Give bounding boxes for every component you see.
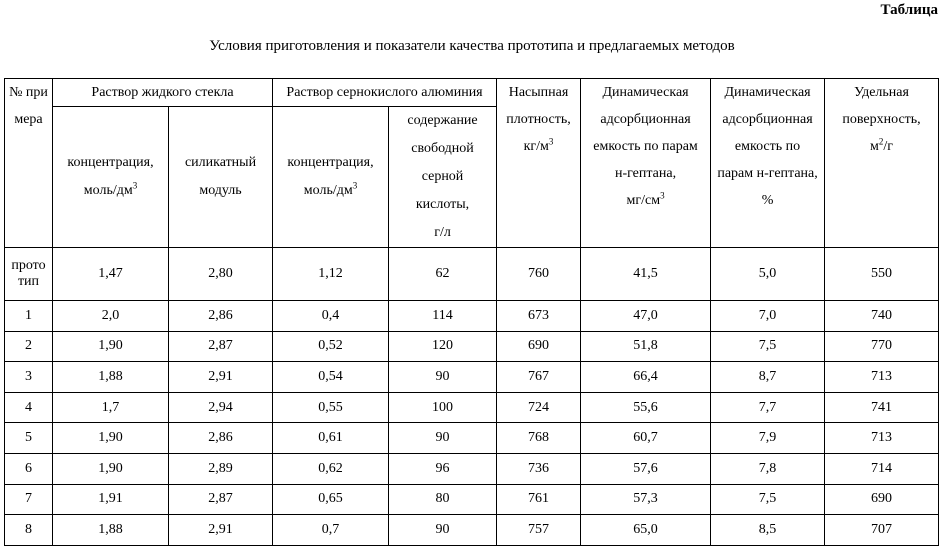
cell-example-id: 2 <box>5 331 53 362</box>
cell-capacity-mg: 51,8 <box>581 331 711 362</box>
cell-example-id: 3 <box>5 362 53 393</box>
cell-glass-concentration: 1,7 <box>53 392 169 423</box>
header-dynamic-capacity-mg: Динамическая адсорбционная емкость по парам н-гептана, $мг/см^3$ <box>581 79 711 248</box>
cell-specific-surface: 714 <box>825 453 939 484</box>
header-silicate-module: силикатный модуль <box>169 107 273 248</box>
cell-capacity-percent: 7,0 <box>711 301 825 332</box>
cell-specific-surface: 713 <box>825 362 939 393</box>
cell-capacity-percent: 5,0 <box>711 248 825 301</box>
cell-specific-surface: 707 <box>825 515 939 546</box>
cell-free-acid: 96 <box>389 453 497 484</box>
cell-silicate-module: 2,89 <box>169 453 273 484</box>
table-caption: Таблица <box>880 2 938 18</box>
cell-capacity-percent: 7,9 <box>711 423 825 454</box>
header-alum-concentration: концентрация, моль/$дм^3$ <box>273 107 389 248</box>
cell-glass-concentration: 1,90 <box>53 331 169 362</box>
cell-glass-concentration: 1,91 <box>53 484 169 515</box>
cell-silicate-module: 2,87 <box>169 484 273 515</box>
cell-glass-concentration: 1,88 <box>53 515 169 546</box>
cell-glass-concentration: 1,47 <box>53 248 169 301</box>
cell-alum-concentration: 0,55 <box>273 392 389 423</box>
cell-capacity-percent: 8,5 <box>711 515 825 546</box>
cell-glass-concentration: 1,90 <box>53 423 169 454</box>
cell-specific-surface: 740 <box>825 301 939 332</box>
cell-free-acid: 90 <box>389 515 497 546</box>
cell-example-id: 7 <box>5 484 53 515</box>
cell-alum-concentration: 0,7 <box>273 515 389 546</box>
cell-free-acid: 80 <box>389 484 497 515</box>
cell-capacity-mg: 41,5 <box>581 248 711 301</box>
cell-example-id: 8 <box>5 515 53 546</box>
cell-alum-concentration: 0,54 <box>273 362 389 393</box>
cell-specific-surface: 713 <box>825 423 939 454</box>
cell-silicate-module: 2,94 <box>169 392 273 423</box>
cell-bulk-density: 690 <box>497 331 581 362</box>
cell-capacity-percent: 7,5 <box>711 484 825 515</box>
cell-silicate-module: 2,87 <box>169 331 273 362</box>
cell-capacity-percent: 8,7 <box>711 362 825 393</box>
header-glass-concentration: концентрация, моль/$дм^3$ <box>53 107 169 248</box>
cell-glass-concentration: 2,0 <box>53 301 169 332</box>
cell-capacity-mg: 47,0 <box>581 301 711 332</box>
cell-alum-concentration: 1,12 <box>273 248 389 301</box>
header-bulk-density: Насыпная плотность, $кг/м^3$ <box>497 79 581 248</box>
cell-capacity-mg: 65,0 <box>581 515 711 546</box>
cell-alum-concentration: 0,52 <box>273 331 389 362</box>
cell-free-acid: 90 <box>389 423 497 454</box>
cell-specific-surface: 770 <box>825 331 939 362</box>
table-row <box>5 248 939 301</box>
cell-bulk-density: 761 <box>497 484 581 515</box>
cell-alum-concentration: 0,4 <box>273 301 389 332</box>
cell-bulk-density: 768 <box>497 423 581 454</box>
cell-free-acid: 120 <box>389 331 497 362</box>
table-row <box>5 331 939 362</box>
cell-free-acid: 62 <box>389 248 497 301</box>
cell-example-id: прото тип <box>5 248 53 301</box>
table-row <box>5 301 939 332</box>
cell-silicate-module: 2,86 <box>169 423 273 454</box>
table-row <box>5 392 939 423</box>
cell-silicate-module: 2,91 <box>169 362 273 393</box>
cell-alum-concentration: 0,62 <box>273 453 389 484</box>
cell-glass-concentration: 1,88 <box>53 362 169 393</box>
cell-capacity-mg: 55,6 <box>581 392 711 423</box>
cell-capacity-mg: 66,4 <box>581 362 711 393</box>
cell-bulk-density: 724 <box>497 392 581 423</box>
cell-specific-surface: 741 <box>825 392 939 423</box>
cell-capacity-percent: 7,5 <box>711 331 825 362</box>
cell-silicate-module: 2,86 <box>169 301 273 332</box>
table-row <box>5 362 939 393</box>
cell-capacity-percent: 7,7 <box>711 392 825 423</box>
cell-bulk-density: 673 <box>497 301 581 332</box>
table-row <box>5 484 939 515</box>
cell-capacity-mg: 57,3 <box>581 484 711 515</box>
cell-alum-concentration: 0,65 <box>273 484 389 515</box>
header-example-number: № при мера <box>5 79 53 248</box>
cell-capacity-mg: 57,6 <box>581 453 711 484</box>
cell-bulk-density: 760 <box>497 248 581 301</box>
header-free-sulfuric-acid: содержание свободной серной кислоты, г/л <box>389 107 497 248</box>
cell-free-acid: 90 <box>389 362 497 393</box>
cell-free-acid: 100 <box>389 392 497 423</box>
cell-capacity-percent: 7,8 <box>711 453 825 484</box>
header-dynamic-capacity-percent: Динамическая адсорбционная емкость по парам н-гептана, % <box>711 79 825 248</box>
header-group-liquid-glass: Раствор жидкого стекла <box>53 79 273 107</box>
header-group-aluminium-sulfate: Раствор сернокислого алюминия <box>273 79 497 107</box>
cell-example-id: 5 <box>5 423 53 454</box>
cell-free-acid: 114 <box>389 301 497 332</box>
table-row <box>5 515 939 546</box>
cell-glass-concentration: 1,90 <box>53 453 169 484</box>
header-specific-surface: Удельная поверхность, $м^2/г$ <box>825 79 939 248</box>
cell-silicate-module: 2,80 <box>169 248 273 301</box>
cell-specific-surface: 550 <box>825 248 939 301</box>
table-row <box>5 453 939 484</box>
table-title: Условия приготовления и показатели качества прототипа и предлагаемых методов <box>209 38 735 54</box>
cell-bulk-density: 767 <box>497 362 581 393</box>
cell-specific-surface: 690 <box>825 484 939 515</box>
cell-capacity-mg: 60,7 <box>581 423 711 454</box>
cell-silicate-module: 2,91 <box>169 515 273 546</box>
cell-bulk-density: 757 <box>497 515 581 546</box>
cell-bulk-density: 736 <box>497 453 581 484</box>
cell-example-id: 1 <box>5 301 53 332</box>
cell-alum-concentration: 0,61 <box>273 423 389 454</box>
table-row <box>5 423 939 454</box>
cell-example-id: 4 <box>5 392 53 423</box>
cell-example-id: 6 <box>5 453 53 484</box>
data-table <box>4 78 939 546</box>
